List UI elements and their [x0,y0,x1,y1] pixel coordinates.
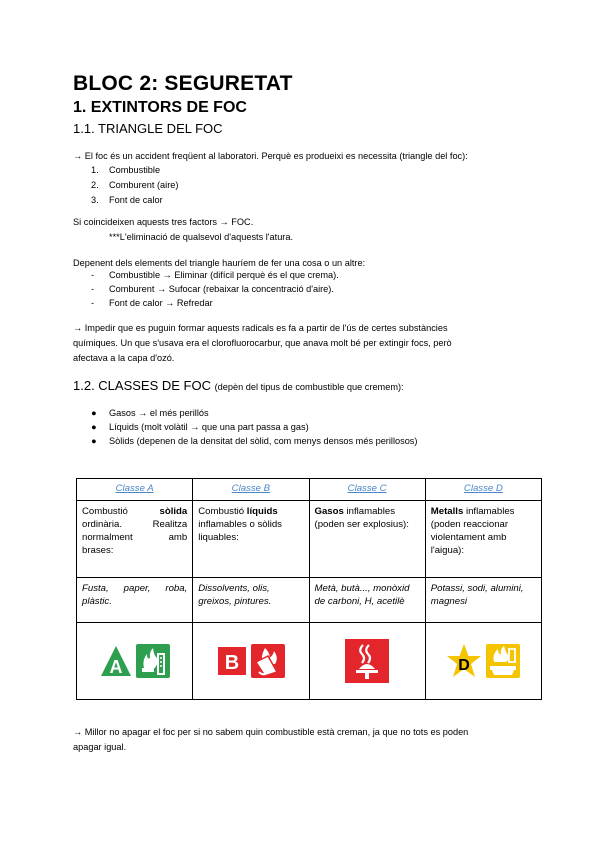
table-header-row [77,479,542,501]
class-c-link[interactable]: Classe C [347,483,387,494]
table-cell: Metà, butà..., monòxid de carboni, H, acetilè [309,578,425,623]
list-number: 2. [91,180,99,190]
table-cell [425,622,541,699]
radicals-line: afectava a la capa d'ozó. [73,353,175,363]
svg-text:B: B [224,651,240,674]
list-item [91,180,179,190]
list-text: Sòlids (depenen de la densitat del sòlid, com menys densos més perillosos) [109,436,418,446]
radicals-line: → Impedir que es puguin formar aquests radicals es fa a partir de l'ús de certes substàncies [73,323,448,333]
note-text: ***L'eliminació de qualsevol d'aquests l'atura. [109,232,294,242]
subsection-title: 1.2. CLASSES DE FOC [73,378,211,393]
list-text: Combustible [109,165,161,175]
list-item: - Combustible → Eliminar (difícil perquè és el que crema). [91,270,339,280]
depenent-text: Depenent dels elements del triangle hauríem de fer una cosa o un altre: [73,258,366,268]
class-a-letter-icon [100,644,132,678]
table-cell: Metalls inflamables (poden reaccionar violentament amb l'aigua): [425,500,541,577]
list-item [91,165,161,175]
list-text: Comburent → Sufocar (rebaixar la concentració d'aire). [109,284,334,294]
subsection-heading-classes [73,378,404,393]
list-number: 1. [91,165,99,175]
fire-classes-table [76,478,542,700]
final-line: apagar igual. [73,742,127,752]
table-row [77,622,542,699]
class-d-link[interactable]: Classe D [463,483,503,494]
table-cell: Dissolvents, olis, greixos, pintures. [193,578,309,623]
page-title: BLOC 2: SEGURETAT [73,72,293,95]
liquid-fire-icon [251,644,285,678]
table-cell: Potassi, sodi, alumini, magnesi [425,578,541,623]
section-heading: 1. EXTINTORS DE FOC [73,99,247,116]
class-b-link[interactable]: Classe B [231,483,271,494]
table-cell [77,622,193,699]
table-header-cell [309,479,425,501]
table-row [77,500,542,577]
list-item: - Font de calor → Refredar [91,298,213,308]
table-header-cell [77,479,193,501]
list-item: ● Líquids (molt volàtil → que una part passa a gas) [91,422,309,432]
table-cell [309,622,425,699]
list-text: Líquids (molt volàtil → que una part passa a gas) [109,422,309,432]
solid-fire-icon [136,644,170,678]
radicals-line: químiques. Un que s'usava era el clorofluorocarbur, que anava molt bé per extingir focs, però [73,338,452,348]
list-text: Combustible → Eliminar (difícil perquè és el que crema). [109,270,339,280]
svg-text:D: D [458,656,471,674]
list-number: 3. [91,195,99,205]
list-text: Gasos → el més perillós [109,408,209,418]
list-item: - Comburent → Sufocar (rebaixar la concentració d'aire). [91,284,334,294]
class-a-link[interactable]: Classe A [115,483,154,494]
table-cell: Fusta, paper, roba, plàstic. [77,578,193,623]
metal-fire-icon [486,644,520,678]
final-line: → Millor no apagar el foc per si no sabem quin combustible està creman, ja que no tots es poden [73,727,469,737]
list-item: ● Sòlids (depenen de la densitat del sòlid, com menys densos més perillosos) [91,436,418,446]
table-cell: Gasos inflamables (poden ser explosius): [309,500,425,577]
subsection-note: (depèn del tipus de combustible que cremem): [214,382,404,392]
coincide-text: Si coincideixen aquests tres factors → FOC. [73,217,254,227]
table-header-cell [193,479,309,501]
table-row [77,578,542,623]
list-item [91,195,163,205]
table-header-cell [425,479,541,501]
gas-fire-icon [345,639,389,683]
list-text: Font de calor [109,195,163,205]
class-d-letter-icon [446,643,482,679]
table-cell [193,622,309,699]
table-cell: Combustió sòlida ordinària. Realitza normalment amb brases: [77,500,193,577]
list-item: ● Gasos → el més perillós [91,408,209,418]
table-cell: Combustió líquids inflamables o sòlids liquables: [193,500,309,577]
svg-text:A: A [109,656,123,677]
class-b-letter-icon [217,646,247,676]
list-text: Font de calor → Refredar [109,298,213,308]
list-text: Comburent (aire) [109,180,179,190]
intro-text: → El foc és un accident freqüent al laboratori. Perquè es produeixi es necessita (triangle del foc): [73,151,468,161]
subsection-heading-triangle: 1.1. TRIANGLE DEL FOC [73,121,223,136]
